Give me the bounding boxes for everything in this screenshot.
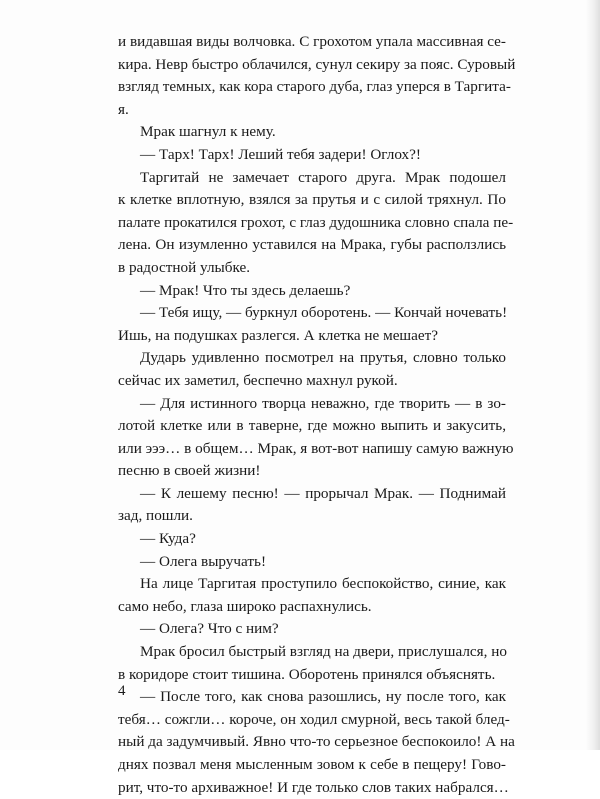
text-line: Таргитай не замечает старого друга. Мрак подошел	[140, 168, 506, 186]
text-line: — Куда?	[140, 530, 196, 548]
text-line: сейчас их заметил, беспечно махнул рукой.	[118, 371, 398, 389]
text-line: — Олега? Что с ним?	[140, 620, 279, 638]
text-line: — К лешему песню! — прорычал Мрак. — Поднимай	[140, 484, 506, 502]
text-line: На лице Таргитая проступило беспокойство, синие, как	[140, 575, 506, 593]
text-line: рит, что-то архиважное! И где только слов таких набрался…	[118, 778, 509, 796]
text-line: днях позвал меня мысленным зовом к себе в пещеру! Гово-	[118, 756, 506, 773]
text-line: — Тебя ищу, — буркнул оборотень. — Кончай ночевать!	[140, 304, 508, 322]
page-number: 4	[118, 683, 126, 699]
text-line: — Для истинного творца неважно, где творить — в зо-	[140, 394, 506, 412]
text-line: лена. Он изумленно уставился на Мрака, губы расползлись	[118, 236, 506, 254]
text-line: и видавшая виды волчовка. С грохотом упала массивная се-	[118, 33, 506, 50]
page-edge-shadow	[586, 0, 600, 750]
text-line: в коридоре стоит тишина. Оборотень принялся объяснять.	[118, 665, 496, 683]
text-line: или эээ… в общем… Мрак, я вот-вот напишу самую важную	[118, 439, 514, 457]
text-line: я.	[118, 100, 129, 118]
text-line: Мрак шагнул к нему.	[140, 123, 276, 141]
text-line: палате прокатился грохот, с глаз дудошника словно спала пе-	[118, 213, 514, 231]
text-line: Ишь, на подушках разлегся. А клетка не мешает?	[118, 326, 438, 344]
text-line: лотой клетке или в таверне, где можно выпить и закусить,	[118, 417, 506, 435]
text-line: — Тарх! Тарх! Леший тебя задери! Оглох?!	[140, 145, 421, 163]
body-text	[118, 31, 516, 799]
text-line: Мрак бросил быстрый взгляд на двери, прислушался, но	[140, 643, 507, 661]
text-line: зад, пошли.	[118, 507, 193, 525]
text-line: — После того, как снова разошлись, ну после того, как	[140, 688, 506, 706]
text-line: — Мрак! Что ты здесь делаешь?	[140, 281, 351, 299]
text-line: само небо, глаза широко распахнулись.	[118, 597, 372, 615]
text-line: к клетке вплотную, взялся за прутья и с силой тряхнул. По	[118, 191, 506, 209]
text-line: Дударь удивленно посмотрел на прутья, словно только	[140, 349, 506, 367]
text-line: взгляд темных, как кора старого дуба, глаз уперся в Таргита-	[118, 78, 511, 96]
text-line: песню в своей жизни!	[118, 462, 261, 480]
text-line: — Олега выручать!	[140, 552, 267, 570]
text-line: в радостной улыбке.	[118, 258, 251, 276]
text-line: кира. Невр быстро облачился, сунул секиру за пояс. Суровый	[118, 55, 516, 73]
text-line: тебя… сожгли… короче, он ходил смурной, весь такой блед-	[118, 710, 510, 728]
text-line: ный да задумчивый. Явно что-то серьезное беспокоило! А на	[118, 733, 515, 751]
